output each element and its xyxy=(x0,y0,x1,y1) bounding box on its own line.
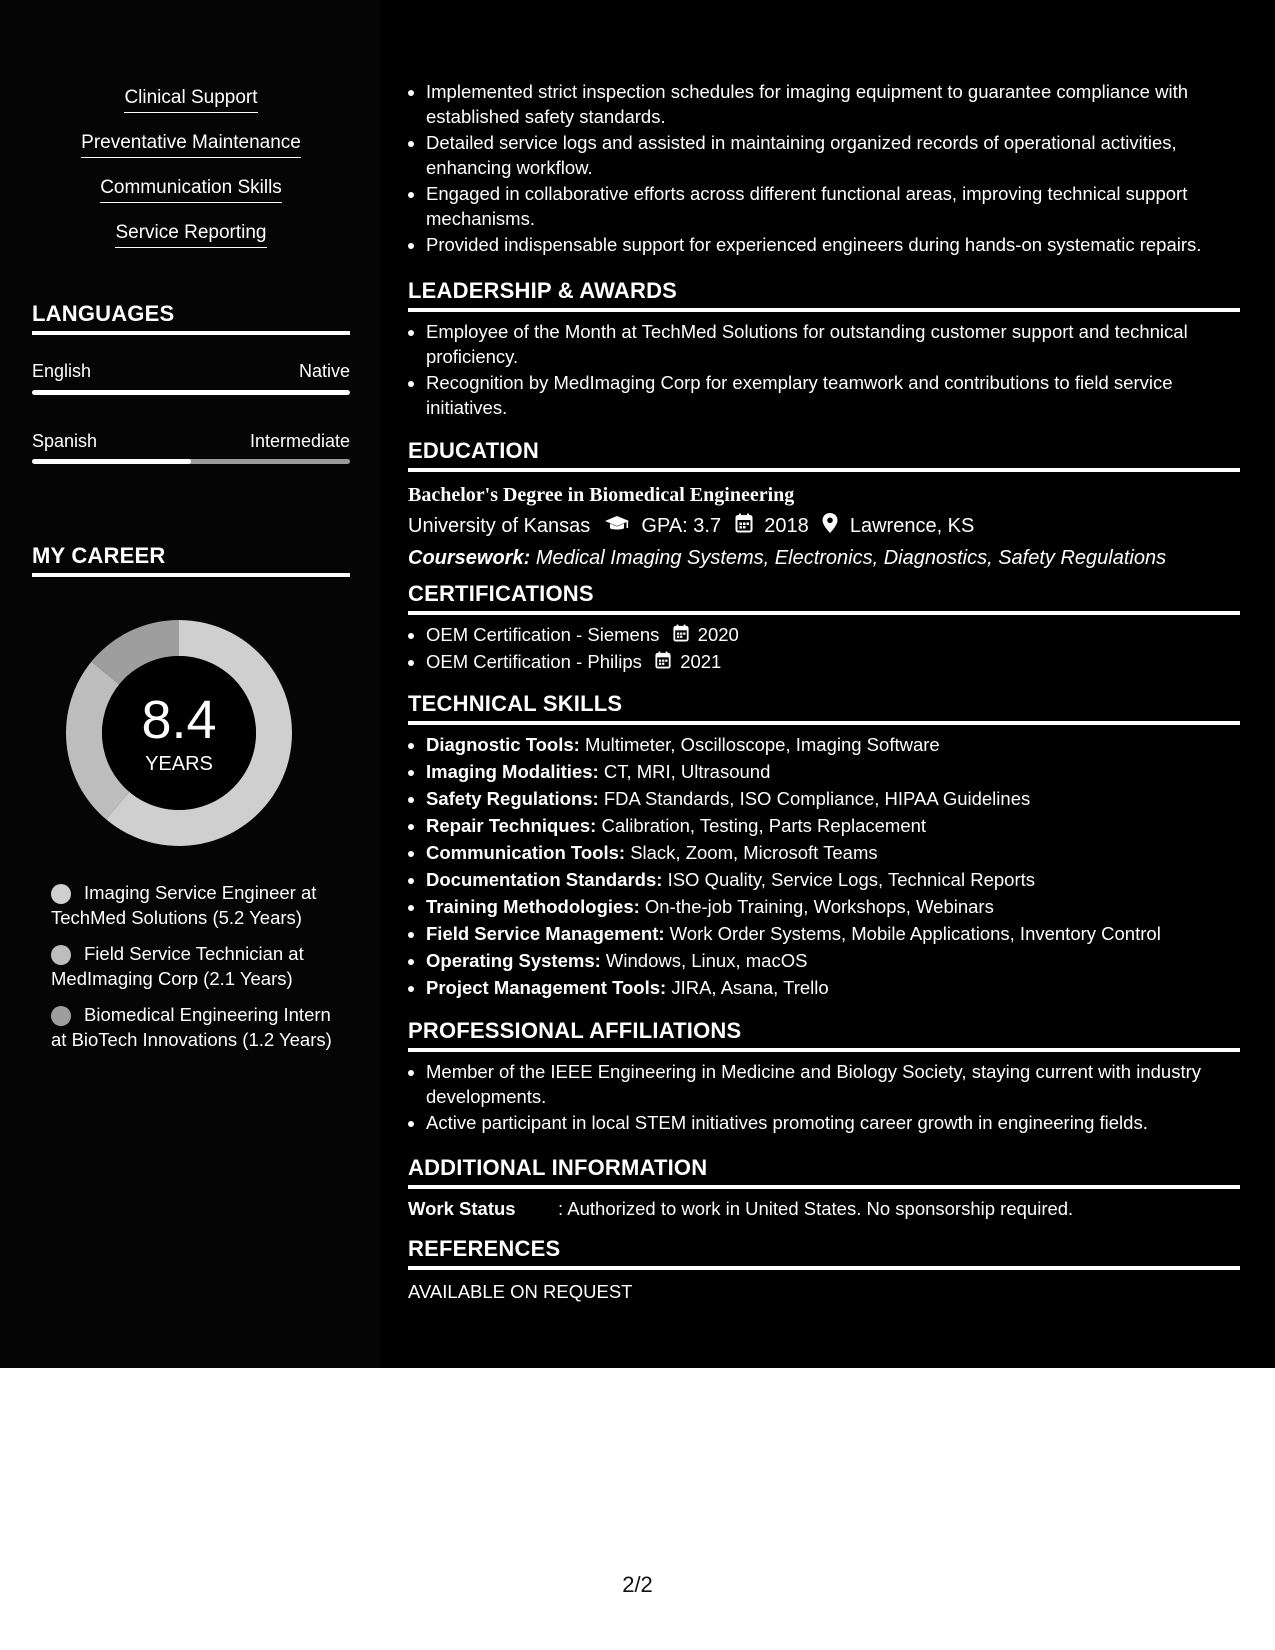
calendar-icon xyxy=(655,651,671,676)
language-level: Native xyxy=(298,361,350,381)
career-list xyxy=(51,881,341,1064)
technical-skill-value: CT, MRI, Ultrasound xyxy=(603,761,771,782)
education-heading: EDUCATION xyxy=(408,437,1240,472)
career-legend-dot xyxy=(51,945,71,965)
leadership-item: • Employee of the Month at TechMed Solutions for outstanding customer support and technical proficiency. xyxy=(426,320,1240,369)
work-status-label: Work Status xyxy=(408,1198,516,1219)
affiliation-item: • Active participant in local STEM initiatives promoting career growth in engineering fields. xyxy=(426,1111,1240,1136)
technical-skill-item xyxy=(426,976,1240,1001)
language-proficiency-fill xyxy=(32,459,191,464)
coursework-label: Coursework: xyxy=(408,546,531,569)
work-status-row xyxy=(408,1197,1240,1221)
leadership-heading: LEADERSHIP & AWARDS xyxy=(408,277,1240,312)
coursework-text: Medical Imaging Systems, Electronics, Diagnostics, Safety Regulations xyxy=(535,546,1167,569)
education-school: University of Kansas xyxy=(408,515,591,537)
technical-skill-item xyxy=(426,760,1240,785)
technical-skill-value: Windows, Linux, macOS xyxy=(605,950,808,971)
work-status-value: : Authorized to work in United States. No sponsorship required. xyxy=(558,1198,1074,1219)
technical-skill-label: Repair Techniques: xyxy=(426,815,597,836)
career-legend-dot xyxy=(51,884,71,904)
certification-name: OEM Certification - Siemens xyxy=(426,624,660,645)
education-gpa: GPA: 3.7 xyxy=(641,515,722,537)
certifications-section xyxy=(408,580,1240,678)
education-location: Lawrence, KS xyxy=(849,515,975,537)
experience-bullet: • Provided indispensable support for experienced engineers during hands-on systematic repairs. xyxy=(426,233,1240,258)
calendar-icon xyxy=(673,624,689,649)
career-total-years: 8.4 xyxy=(141,690,217,750)
technical-skill-item xyxy=(426,841,1240,866)
location-pin-icon xyxy=(822,513,838,541)
technical-skill-label: Diagnostic Tools: xyxy=(426,734,580,755)
certification-year: 2020 xyxy=(697,624,739,645)
skill-item: Communication Skills xyxy=(100,176,282,203)
technical-skill-label: Imaging Modalities: xyxy=(426,761,599,782)
technical-skill-value: Multimeter, Oscilloscope, Imaging Software xyxy=(584,734,940,755)
experience-bullet: • Engaged in collaborative efforts across different functional areas, improving technical support mechanisms. xyxy=(426,182,1240,231)
career-item-text: Biomedical Engineering Intern at BioTech Innovations (1.2 Years) xyxy=(51,1004,332,1050)
skill-item: Clinical Support xyxy=(124,86,257,113)
education-year: 2018 xyxy=(764,515,809,537)
technical-skill-label: Training Methodologies: xyxy=(426,896,640,917)
language-proficiency-bar xyxy=(32,390,350,395)
career-donut-label xyxy=(66,620,292,846)
certification-name: OEM Certification - Philips xyxy=(426,651,642,673)
technical-skill-value: FDA Standards, ISO Compliance, HIPAA Guidelines xyxy=(603,788,1031,809)
education-section xyxy=(408,437,1240,572)
technical-skill-label: Documentation Standards: xyxy=(426,869,663,890)
career-legend-dot xyxy=(51,1006,71,1026)
career-item-text: Imaging Service Engineer at TechMed Solutions (5.2 Years) xyxy=(51,882,317,928)
graduation-cap-icon xyxy=(604,513,630,541)
career-item xyxy=(51,1003,341,1052)
additional-info-heading: ADDITIONAL INFORMATION xyxy=(408,1154,1240,1189)
skill-item: Preventative Maintenance xyxy=(81,131,301,158)
technical-skill-item xyxy=(426,868,1240,893)
education-coursework xyxy=(408,544,1240,572)
technical-skill-value: JIRA, Asana, Trello xyxy=(671,977,829,998)
certification-item xyxy=(426,623,1240,648)
technical-skills-section xyxy=(408,690,1240,1003)
leadership-section xyxy=(408,277,1240,422)
technical-skill-item xyxy=(426,895,1240,920)
experience-bullets xyxy=(408,80,1240,260)
technical-skill-item xyxy=(426,949,1240,974)
technical-skill-value: On-the-job Training, Workshops, Webinars xyxy=(644,896,994,917)
references-section xyxy=(408,1235,1240,1304)
career-item xyxy=(51,881,341,930)
technical-skill-item xyxy=(426,787,1240,812)
calendar-icon xyxy=(735,513,753,541)
language-name: Spanish xyxy=(32,431,98,451)
certification-item xyxy=(426,650,1240,675)
affiliations-heading: PROFESSIONAL AFFILIATIONS xyxy=(408,1017,1240,1052)
affiliation-item: • Member of the IEEE Engineering in Medicine and Biology Society, staying current with industry developments. xyxy=(426,1060,1240,1109)
experience-bullet: • Detailed service logs and assisted in maintaining organized records of operational activities, enhancing workflow. xyxy=(426,131,1240,180)
technical-skill-label: Safety Regulations: xyxy=(426,788,599,809)
references-text: AVAILABLE ON REQUEST xyxy=(408,1281,633,1302)
language-proficiency-bar xyxy=(32,459,350,464)
page-number: 2/2 xyxy=(622,1572,653,1597)
technical-skill-label: Field Service Management: xyxy=(426,923,665,944)
languages-heading: LANGUAGES xyxy=(32,300,350,335)
technical-skill-value: Calibration, Testing, Parts Replacement xyxy=(601,815,927,836)
career-heading: MY CAREER xyxy=(32,542,350,577)
career-item xyxy=(51,942,341,991)
technical-skill-item xyxy=(426,814,1240,839)
sidebar-skill-list xyxy=(32,86,350,266)
additional-info-section xyxy=(408,1154,1240,1221)
technical-skill-value: ISO Quality, Service Logs, Technical Reports xyxy=(667,869,1035,890)
language-name: English xyxy=(32,361,92,381)
leadership-item: • Recognition by MedImaging Corp for exemplary teamwork and contributions to field service initiatives. xyxy=(426,371,1240,420)
technical-skill-item xyxy=(426,922,1240,947)
technical-skill-item xyxy=(426,733,1240,758)
technical-skill-label: Project Management Tools: xyxy=(426,977,667,998)
affiliations-section xyxy=(408,1017,1240,1138)
language-level: Intermediate xyxy=(249,431,350,451)
certification-year: 2021 xyxy=(680,651,722,673)
experience-bullet: • Implemented strict inspection schedules for imaging equipment to guarantee compliance with established safety standards. xyxy=(426,80,1240,129)
sidebar xyxy=(0,0,380,1368)
skill-item: Service Reporting xyxy=(115,221,266,248)
technical-skill-label: Operating Systems: xyxy=(426,950,601,971)
technical-skills-heading: TECHNICAL SKILLS xyxy=(408,690,1240,725)
language-proficiency-fill xyxy=(32,390,350,395)
technical-skill-value: Slack, Zoom, Microsoft Teams xyxy=(630,842,878,863)
technical-skill-value: Work Order Systems, Mobile Applications, Inventory Control xyxy=(669,923,1161,944)
career-total-unit: YEARS xyxy=(145,753,213,775)
education-degree: Bachelor's Degree in Biomedical Engineering xyxy=(408,484,795,506)
references-heading: REFERENCES xyxy=(408,1235,1240,1270)
technical-skill-label: Communication Tools: xyxy=(426,842,626,863)
certifications-heading: CERTIFICATIONS xyxy=(408,580,1240,615)
career-item-text: Field Service Technician at MedImaging Corp (2.1 Years) xyxy=(51,943,304,989)
education-details xyxy=(408,512,1240,541)
